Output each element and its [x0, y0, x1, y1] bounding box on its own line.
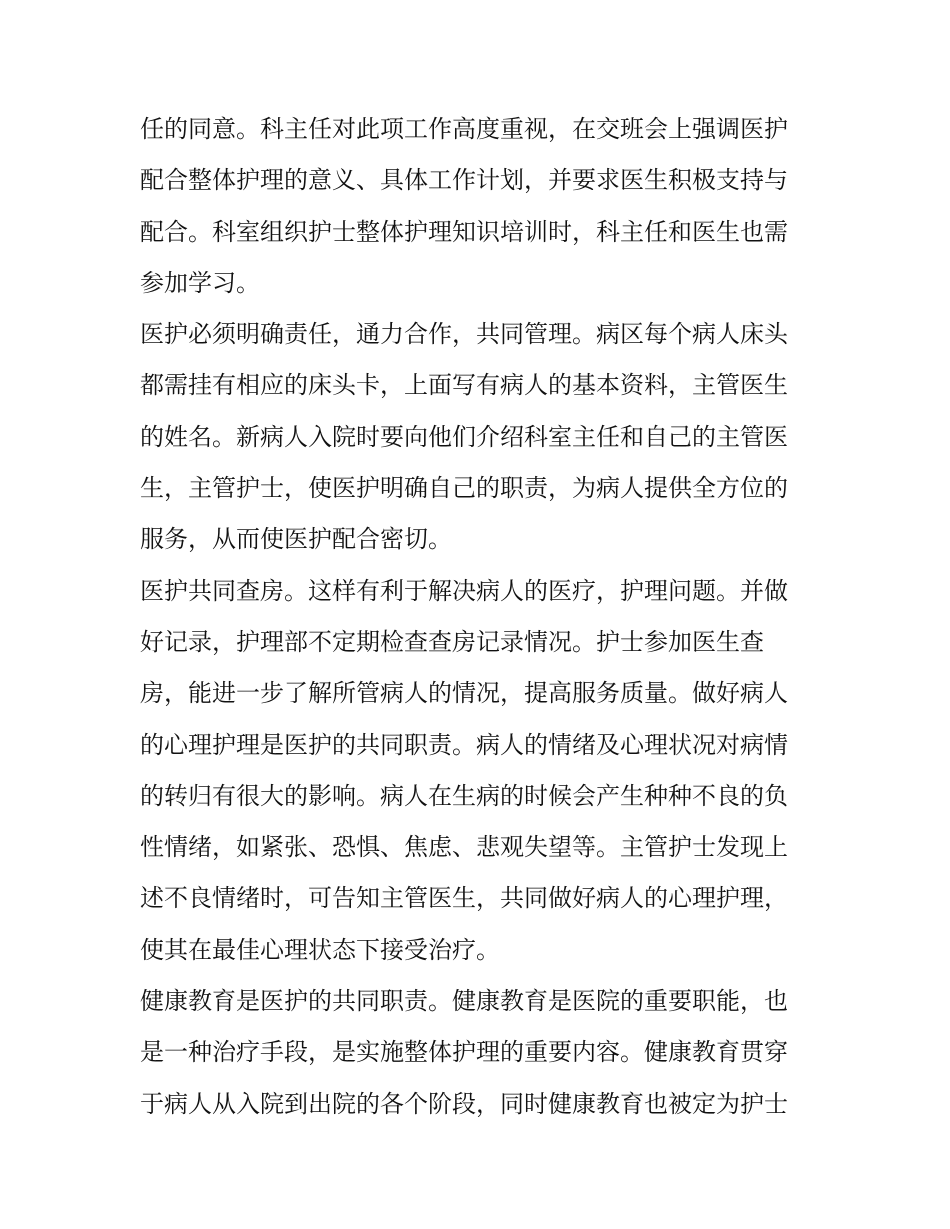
- text-line: 都需挂有相应的床头卡，上面写有病人的基本资料，主管医生: [140, 371, 788, 400]
- text-line: 好记录，护理部不定期检查查房记录情况。护士参加医生查: [140, 627, 764, 656]
- text-line: 生，主管护士，使医护明确自己的职责，为病人提供全方位的: [140, 474, 788, 503]
- text-line: 的心理护理是医护的共同职责。病人的情绪及心理状况对病情: [140, 730, 788, 759]
- text-line: 参加学习。: [140, 268, 260, 297]
- text-line: 于病人从入院到出院的各个阶段，同时健康教育也被定为护士: [140, 1089, 788, 1118]
- text-line: 的转归有很大的影响。病人在生病的时候会产生种种不良的负: [140, 781, 788, 810]
- text-line: 使其在最佳心理状态下接受治疗。: [140, 935, 500, 964]
- text-line: 配合整体护理的意义、具体工作计划，并要求医生积极支持与: [140, 166, 788, 195]
- document-page: [140, 104, 815, 1130]
- text-line: 配合。科室组织护士整体护理知识培训时，科主任和医生也需: [140, 217, 788, 246]
- text-line: 服务，从而使医护配合密切。: [140, 525, 452, 554]
- text-line: 房，能进一步了解所管病人的情况，提高服务质量。做好病人: [140, 679, 788, 708]
- text-line: 健康教育是医护的共同职责。健康教育是医院的重要职能，也: [140, 987, 788, 1016]
- text-line: 是一种治疗手段，是实施整体护理的重要内容。健康教育贯穿: [140, 1038, 788, 1067]
- text-line: 的姓名。新病人入院时要向他们介绍科室主任和自己的主管医: [140, 422, 788, 451]
- text-line: 医护共同查房。这样有利于解决病人的医疗，护理问题。并做: [140, 576, 788, 605]
- text-line: 述不良情绪时，可告知主管医生，共同做好病人的心理护理，: [140, 884, 788, 913]
- text-line: 医护必须明确责任，通力合作，共同管理。病区每个病人床头: [140, 320, 788, 349]
- text-line: 任的同意。科主任对此项工作高度重视，在交班会上强调医护: [140, 115, 788, 143]
- text-line: 性情绪，如紧张、恐惧、焦虑、悲观失望等。主管护士发现上: [140, 833, 788, 862]
